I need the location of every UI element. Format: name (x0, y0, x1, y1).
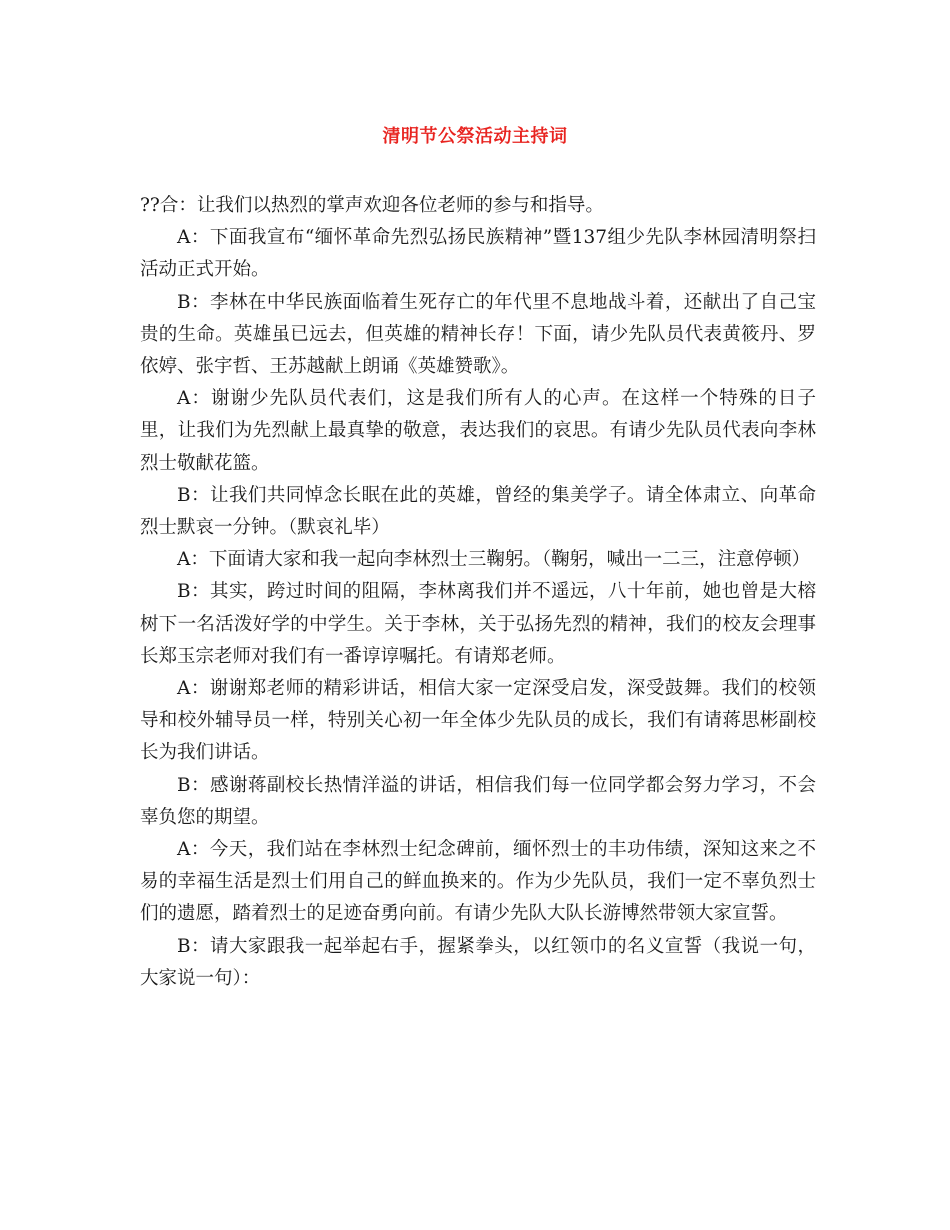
paragraph-b-alumni-speech: B：其实，跨过时间的阻隔，李林离我们并不遥远，八十年前，她也曾是大榕树下一名活泼好学的中学生。关于李林，关于弘扬先烈的精神，我们的校友会理事长郑玉宗老师对我们有一番谆谆嘱托。有请郑老师。 (140, 581, 816, 667)
paragraph-a-announce: A：下面我宣布“缅怀革命先烈弘扬民族精神”暨137组少先队李林园清明祭扫活动正式开始。 (140, 227, 816, 281)
document-title: 清明节公祭活动主持词 (382, 126, 568, 147)
paragraph-b-thanks: B：感谢蒋副校长热情洋溢的讲话，相信我们每一位同学都会努力学习，不会辜负您的期望。 (140, 774, 816, 828)
paragraph-a-bow: A：下面请大家和我一起向李林烈士三鞠躬。（鞠躬，喊出一二三，注意停顿） (177, 549, 811, 571)
paragraph-opening: ??合：让我们以热烈的掌声欢迎各位老师的参与和指导。 (140, 195, 604, 216)
paragraph-a-flower-basket: A：谢谢少先队员代表们，这是我们所有人的心声。在这样一个特殊的日子里，让我们为先烈献上最真挚的敬意，表达我们的哀思。有请少先队员代表向李林烈士敬献花篮。 (140, 388, 816, 474)
paragraph-b-silence: B：让我们共同悼念长眠在此的英雄，曾经的集美学子。请全体肃立、向革命烈士默哀一分钟。（默哀礼毕） (140, 484, 816, 539)
paragraph-a-principal-speech: A：谢谢郑老师的精彩讲话，相信大家一定深受启发，深受鼓舞。我们的校领导和校外辅导员一样，特别关心初一年全体少先队员的成长，我们有请蒋思彬副校长为我们讲话。 (140, 678, 816, 764)
paragraph-b-oath: B：请大家跟我一起举起右手，握紧拳头，以红领巾的名义宣誓（我说一句，大家说一句）： (140, 935, 816, 989)
document-body (140, 190, 816, 995)
paragraph-b-recitation: B：李林在中华民族面临着生死存亡的年代里不息地战斗着，还献出了自己宝贵的生命。英雄虽已远去，但英雄的精神长存！下面，请少先队员代表黄筱丹、罗依婷、张宇哲、王苏越献上朗诵《英雄赞歌》。 (140, 291, 816, 378)
paragraph-a-oath-intro: A：今天，我们站在李林烈士纪念碑前，缅怀烈士的丰功伟绩，深知这来之不易的幸福生活是烈士们用自己的鲜血换来的。作为少先队员，我们一定不辜负烈士们的遗愿，踏着烈士的足迹奋勇向前。有请少先队大队长游博然带领大家宣誓。 (140, 839, 816, 925)
